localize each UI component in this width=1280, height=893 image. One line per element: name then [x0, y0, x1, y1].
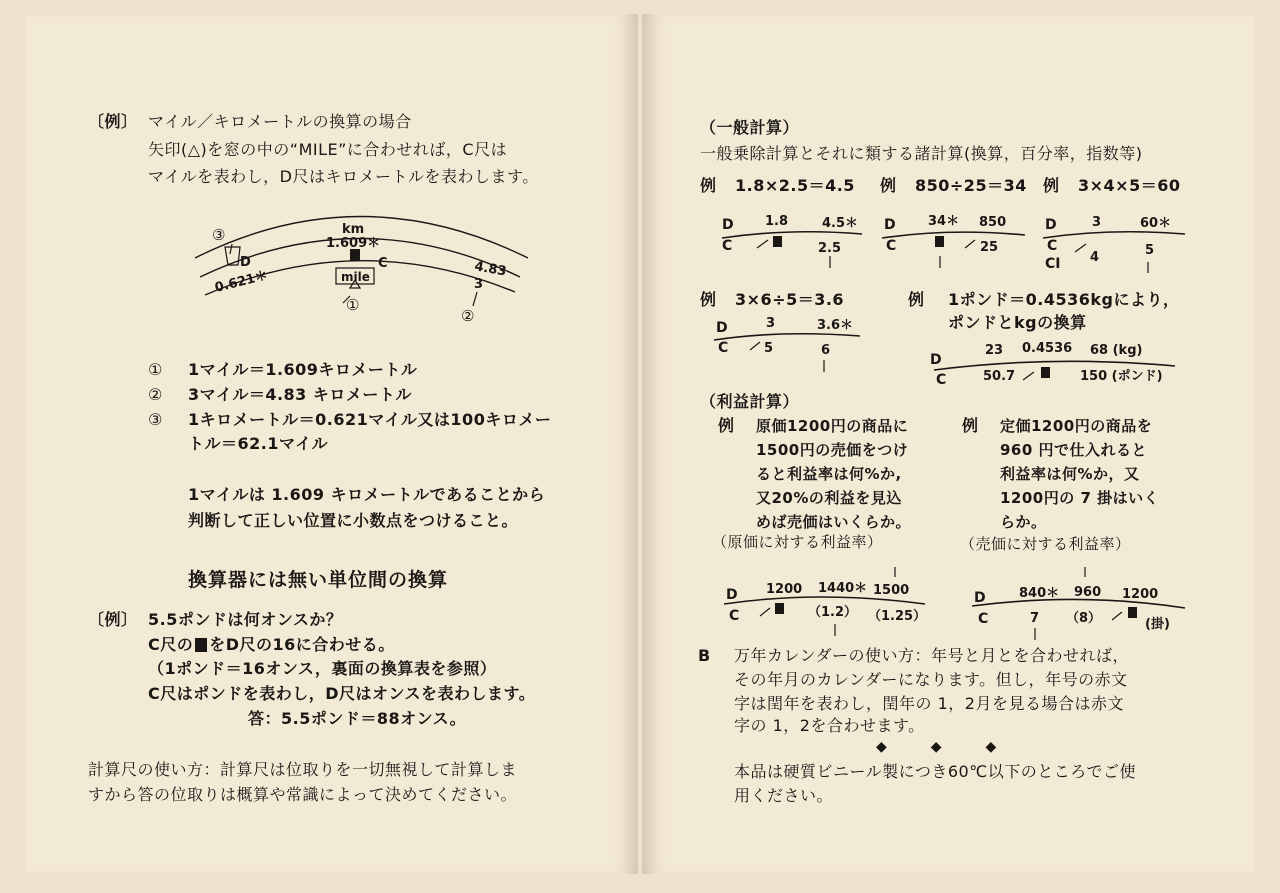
- svg-text:5: 5: [764, 341, 774, 356]
- profit-b-line1: 定価1200円の商品を: [1000, 417, 1153, 435]
- svg-text:4: 4: [1090, 250, 1100, 265]
- example2-answer: 答：5.5ポンド＝88オンス。: [248, 709, 467, 728]
- km-label: km: [342, 222, 365, 237]
- general-description: 一般乗除計算とそれに類する諸計算(換算，百分率，指数等): [700, 144, 1143, 163]
- general-heading: （一般計算）: [700, 118, 800, 137]
- svg-text:1500: 1500: [873, 583, 910, 598]
- svg-text:CI: CI: [1045, 256, 1061, 272]
- example-label: 〔例〕: [88, 112, 138, 131]
- example1-line2: マイルを表わし，D尺はキロメートルを表わします。: [148, 167, 539, 186]
- svg-text:C: C: [729, 608, 740, 624]
- item-2-mark: ②: [148, 385, 163, 404]
- marker-2: ②: [461, 307, 475, 325]
- profit-b-note: （売価に対する利益率）: [960, 535, 1131, 553]
- example-d-expr: 3×6÷5＝3.6: [735, 290, 845, 309]
- care-line2: 用ください。: [734, 786, 834, 805]
- profit-b-line4: 1200円の 7 掛はいく: [1000, 489, 1160, 507]
- example2-line1: 5.5ポンドは何オンスか？: [148, 610, 343, 629]
- svg-text:6: 6: [821, 343, 831, 358]
- svg-text:0.4536: 0.4536: [1022, 341, 1073, 356]
- value-0621: 0.621＊: [213, 268, 270, 296]
- example-d-label: 例: [700, 290, 717, 309]
- example-e-line2: ポンドとkgの換算: [948, 313, 1087, 332]
- svg-text:7: 7: [1030, 611, 1040, 626]
- svg-text:C: C: [886, 238, 897, 254]
- example-a-label: 例: [700, 176, 717, 195]
- svg-text:（1.2）: （1.2）: [808, 605, 858, 620]
- svg-text:1440＊: 1440＊: [818, 581, 868, 596]
- svg-text:68 (kg): 68 (kg): [1090, 343, 1143, 358]
- item-3-continued: トル＝62.1マイル: [188, 434, 329, 453]
- svg-text:D: D: [722, 217, 734, 233]
- section-heading: 換算器には無い単位間の換算: [188, 569, 449, 591]
- svg-text:23: 23: [985, 343, 1004, 358]
- svg-text:D: D: [726, 587, 738, 603]
- svg-text:D: D: [716, 320, 728, 336]
- svg-text:C: C: [722, 238, 733, 254]
- profit-b-line2: 960 円で仕入れると: [1000, 441, 1148, 459]
- item-1-mark: ①: [148, 360, 163, 379]
- svg-text:5: 5: [1145, 243, 1155, 258]
- svg-text:25: 25: [980, 240, 999, 255]
- svg-text:850: 850: [979, 215, 1007, 230]
- profit-a-note: （原価に対する利益率）: [712, 533, 883, 551]
- footer-line1: 計算尺の使い方：計算尺は位取りを一切無視して計算しま: [88, 760, 518, 779]
- svg-text:960: 960: [1074, 585, 1102, 600]
- svg-text:60＊: 60＊: [1140, 216, 1172, 231]
- note-line2: 判断して正しい位置に小数点をつけること。: [188, 511, 519, 530]
- profit-heading: （利益計算）: [700, 392, 800, 411]
- c-scale-label: C: [378, 256, 388, 271]
- example2-label: 〔例〕: [88, 610, 138, 629]
- profit-a-line5: めば売価はいくらか。: [756, 513, 912, 531]
- svg-text:（1.25）: （1.25）: [868, 609, 927, 624]
- svg-text:D: D: [930, 352, 942, 368]
- example2-line2: C尺の をD尺の16に合わせる。: [148, 635, 395, 654]
- svg-text:150 (ポンド): 150 (ポンド): [1080, 369, 1163, 384]
- item-1-text: 1マイル＝1.609キロメートル: [188, 360, 418, 379]
- marker-3: ③: [212, 226, 226, 244]
- section-b-line4: 字の 1，2を合わせます。: [734, 716, 925, 735]
- profit-a-line2: 1500円の売価をつけ: [756, 441, 909, 459]
- svg-text:3: 3: [1092, 215, 1102, 230]
- svg-text:840＊: 840＊: [1019, 586, 1060, 601]
- example-b-expr: 850÷25＝34: [915, 176, 1027, 195]
- item-2-text: 3マイル＝4.83 キロメートル: [188, 385, 412, 404]
- svg-text:2.5: 2.5: [818, 241, 842, 256]
- svg-text:1200: 1200: [766, 582, 803, 597]
- section-b-label: B: [698, 646, 711, 665]
- svg-text:4.5＊: 4.5＊: [822, 216, 859, 231]
- profit-b-line3: 利益率は何%か，又: [1000, 465, 1140, 483]
- marker-1: ①: [346, 296, 360, 314]
- note-line1: 1マイルは 1.609 キロメートルであることから: [188, 485, 546, 504]
- svg-text:D: D: [884, 217, 896, 233]
- example-e-line1: 1ポンド＝0.4536kgにより，: [948, 290, 1180, 309]
- svg-text:34＊: 34＊: [928, 214, 960, 229]
- example-b-label: 例: [880, 176, 897, 195]
- value-483: 4.83: [473, 259, 508, 280]
- example2-line3: （1ポンド＝16オンス，裏面の換算表を参照）: [148, 659, 497, 678]
- profit-b-label: 例: [962, 416, 979, 435]
- example-e-label: 例: [908, 290, 925, 309]
- svg-text:3: 3: [766, 316, 776, 331]
- svg-text:3.6＊: 3.6＊: [817, 318, 854, 333]
- svg-text:C: C: [936, 372, 947, 388]
- mile-window-label: mile: [341, 270, 370, 284]
- value-1609: 1.609＊: [326, 236, 381, 251]
- svg-text:C: C: [1047, 238, 1058, 254]
- item-3-mark: ③: [148, 410, 163, 429]
- svg-text:（8）: （8）: [1066, 611, 1102, 626]
- example-c-expr: 3×4×5＝60: [1078, 176, 1181, 195]
- profit-a-line3: ると利益率は何%か,: [756, 465, 902, 483]
- svg-text:D: D: [974, 590, 986, 606]
- example-c-label: 例: [1043, 176, 1060, 195]
- profit-a-line4: 又20%の利益を見込: [756, 489, 902, 507]
- value-3: 3: [474, 277, 484, 292]
- care-line1: 本品は硬質ビニール製につき60℃以下のところでご使: [734, 762, 1137, 781]
- example1-line1: 矢印(△)を窓の中の“MILE”に合わせれば，C尺は: [148, 140, 508, 159]
- svg-text:1200: 1200: [1122, 587, 1159, 602]
- profit-b-line5: らか。: [1000, 513, 1047, 531]
- footer-line2: すから答の位取りは概算や常識によって決めてください。: [88, 785, 518, 804]
- svg-text:D: D: [1045, 217, 1057, 233]
- example2-line4: C尺はポンドを表わし，D尺はオンスを表わします。: [148, 684, 536, 703]
- svg-text:C: C: [978, 611, 989, 627]
- section-b-line1: 万年カレンダーの使い方：年号と月とを合わせれば，: [734, 646, 1129, 665]
- d-scale-label: D: [240, 255, 251, 270]
- diamond-separator: ◆ ◆ ◆: [876, 739, 997, 755]
- svg-text:(掛): (掛): [1145, 617, 1170, 632]
- svg-text:C: C: [718, 340, 729, 356]
- example-a-expr: 1.8×2.5＝4.5: [735, 176, 855, 195]
- profit-a-label: 例: [718, 416, 735, 435]
- example1-title: マイル／キロメートルの換算の場合: [148, 112, 412, 131]
- svg-text:1.8: 1.8: [765, 214, 789, 229]
- profit-a-line1: 原価1200円の商品に: [756, 417, 909, 435]
- section-b-line3: 字は閏年を表わし，閏年の 1，2月を見る場合は赤文: [734, 694, 1124, 713]
- section-b-line2: その年月のカレンダーになります。但し，年号の赤文: [734, 670, 1128, 689]
- item-3-text: 1キロメートル＝0.621マイル又は100キロメー: [188, 410, 552, 429]
- svg-text:50.7: 50.7: [983, 369, 1016, 384]
